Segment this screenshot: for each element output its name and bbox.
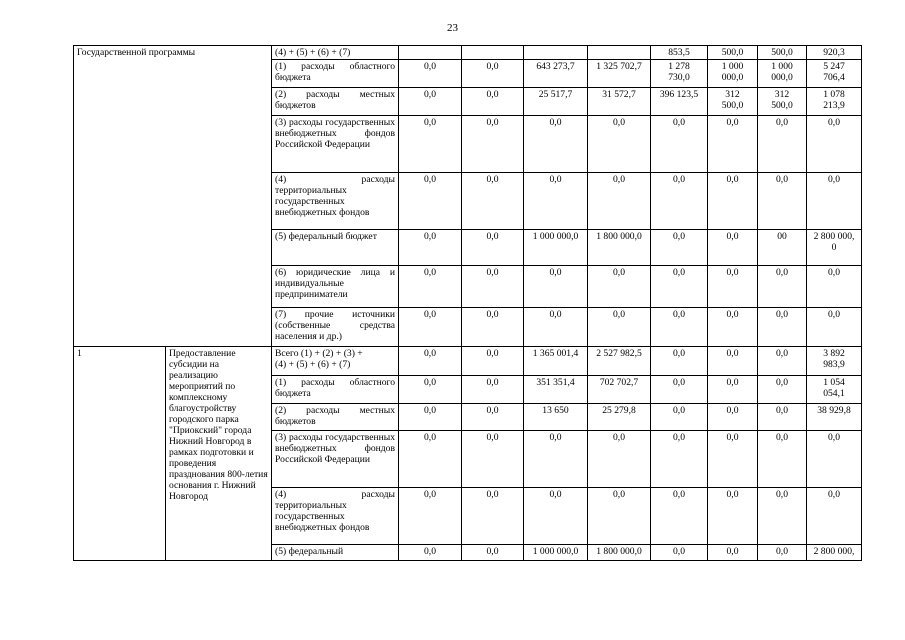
value-cell: 2 800 000,: [807, 545, 862, 561]
value-cell: 0,0: [708, 347, 758, 376]
value-cell: 0,0: [588, 173, 651, 230]
value-cell: 0,0: [708, 545, 758, 561]
value-cell: 0,0: [651, 308, 708, 347]
value-cell: 0,0: [651, 266, 708, 308]
value-cell: 0,0: [758, 404, 807, 431]
value-cell: 0,0: [807, 116, 862, 173]
value-cell: 1 365 001,4: [524, 347, 588, 376]
funding-source: (5) федеральный бюджет: [272, 230, 399, 266]
value-cell: 0,0: [399, 60, 462, 88]
value-cell: 0,0: [462, 545, 524, 561]
value-cell: 0,0: [462, 60, 524, 88]
value-cell: 0,0: [462, 116, 524, 173]
value-cell: 0,0: [651, 116, 708, 173]
value-cell: 0,0: [524, 488, 588, 545]
value-cell: 0,0: [807, 308, 862, 347]
value-cell: 853,5: [651, 46, 708, 60]
value-cell: 0,0: [399, 376, 462, 404]
value-cell: 0,0: [524, 431, 588, 488]
funding-source: (1) расходы областного бюджета: [272, 60, 399, 88]
funding-source: (2) расходы местных бюджетов: [272, 404, 399, 431]
funding-source: (1) расходы областного бюджета: [272, 376, 399, 404]
value-cell: 0,0: [758, 545, 807, 561]
item-name: Предоставление субсидии на реализацию мероприятий по комплексному благоустройству городского парка "Приокский" города Нижний Новгород в рамках подготовки и проведения празднования 800-летия основания г. Нижний Новгород: [166, 347, 272, 561]
value-cell: 0,0: [708, 488, 758, 545]
value-cell: 0,0: [758, 488, 807, 545]
funding-source: (2) расходы местных бюджетов: [272, 88, 399, 116]
value-cell: 0,0: [462, 230, 524, 266]
value-cell: 2 800 000, 0: [807, 230, 862, 266]
value-cell: 0,0: [758, 347, 807, 376]
value-cell: 0,0: [758, 308, 807, 347]
value-cell: 0,0: [758, 266, 807, 308]
value-cell: 0,0: [708, 173, 758, 230]
value-cell: 312 500,0: [758, 88, 807, 116]
program-label: Государственной программы: [74, 46, 272, 347]
value-cell: 702 702,7: [588, 376, 651, 404]
value-cell: 0,0: [399, 116, 462, 173]
value-cell: [399, 46, 462, 60]
value-cell: 0,0: [462, 488, 524, 545]
value-cell: 0,0: [462, 308, 524, 347]
value-cell: 25 517,7: [524, 88, 588, 116]
table-row: [74, 46, 862, 60]
value-cell: 1 800 000,0: [588, 545, 651, 561]
value-cell: 1 078 213,9: [807, 88, 862, 116]
value-cell: 0,0: [758, 173, 807, 230]
value-cell: 0,0: [588, 431, 651, 488]
value-cell: 1 000 000,0: [524, 545, 588, 561]
value-cell: 0,0: [399, 173, 462, 230]
value-cell: 0,0: [399, 266, 462, 308]
value-cell: 0,0: [399, 545, 462, 561]
value-cell: 0,0: [807, 173, 862, 230]
value-cell: 0,0: [758, 376, 807, 404]
value-cell: [588, 46, 651, 60]
value-cell: 351 351,4: [524, 376, 588, 404]
value-cell: 1 054 054,1: [807, 376, 862, 404]
funding-source: (6) юридические лица и индивидуальные предприниматели: [272, 266, 399, 308]
value-cell: 25 279,8: [588, 404, 651, 431]
value-cell: 38 929,8: [807, 404, 862, 431]
value-cell: 0,0: [399, 404, 462, 431]
value-cell: 0,0: [807, 431, 862, 488]
item-number: 1: [74, 347, 166, 561]
value-cell: 31 572,7: [588, 88, 651, 116]
table-row: [74, 347, 862, 376]
value-cell: 643 273,7: [524, 60, 588, 88]
value-cell: 0,0: [588, 488, 651, 545]
value-cell: 0,0: [651, 173, 708, 230]
funding-source: (4) расходы территориальных государственных внебюджетных фондов: [272, 173, 399, 230]
value-cell: 1 278 730,0: [651, 60, 708, 88]
value-cell: [462, 46, 524, 60]
value-cell: 0,0: [651, 545, 708, 561]
value-cell: 0,0: [524, 266, 588, 308]
funding-source: (5) федеральный: [272, 545, 399, 561]
value-cell: 0,0: [462, 347, 524, 376]
budget-table: [73, 45, 862, 561]
value-cell: 0,0: [588, 116, 651, 173]
value-cell: 0,0: [708, 116, 758, 173]
value-cell: 396 123,5: [651, 88, 708, 116]
value-cell: 920,3: [807, 46, 862, 60]
value-cell: 0,0: [708, 308, 758, 347]
value-cell: 0,0: [462, 431, 524, 488]
value-cell: 5 247 706,4: [807, 60, 862, 88]
value-cell: 0,0: [708, 266, 758, 308]
value-cell: 500,0: [758, 46, 807, 60]
value-cell: 0,0: [399, 230, 462, 266]
value-cell: 0,0: [651, 230, 708, 266]
value-cell: 0,0: [651, 488, 708, 545]
value-cell: 0,0: [399, 308, 462, 347]
value-cell: 0,0: [708, 404, 758, 431]
value-cell: 0,0: [708, 431, 758, 488]
value-cell: 0,0: [524, 116, 588, 173]
value-cell: 0,0: [462, 173, 524, 230]
funding-source: (7) прочие источники (собственные средства населения и др.): [272, 308, 399, 347]
value-cell: 1 000 000,0: [708, 60, 758, 88]
value-cell: 1 800 000,0: [588, 230, 651, 266]
value-cell: 13 650: [524, 404, 588, 431]
value-cell: [524, 46, 588, 60]
value-cell: 0,0: [462, 376, 524, 404]
value-cell: 3 892 983,9: [807, 347, 862, 376]
value-cell: 0,0: [651, 404, 708, 431]
value-cell: 1 000 000,0: [524, 230, 588, 266]
value-cell: 0,0: [588, 308, 651, 347]
value-cell: 1 000 000,0: [758, 60, 807, 88]
value-cell: 0,0: [708, 376, 758, 404]
page-number: 23: [447, 22, 458, 34]
value-cell: 0,0: [399, 88, 462, 116]
value-cell: 312 500,0: [708, 88, 758, 116]
value-cell: 0,0: [807, 488, 862, 545]
value-cell: 0,0: [807, 266, 862, 308]
value-cell: 0,0: [399, 431, 462, 488]
value-cell: 00: [758, 230, 807, 266]
value-cell: 0,0: [524, 308, 588, 347]
funding-source: (4) расходы территориальных государственных внебюджетных фондов: [272, 488, 399, 545]
value-cell: 0,0: [758, 431, 807, 488]
value-cell: 0,0: [462, 266, 524, 308]
funding-source: Всего (1) + (2) + (3) + (4) + (5) + (6) + (7): [272, 347, 399, 376]
funding-source: (3) расходы государственных внебюджетных фондов Российской Федерации: [272, 431, 399, 488]
value-cell: 0,0: [651, 347, 708, 376]
funding-source: (4) + (5) + (6) + (7): [272, 46, 399, 60]
value-cell: 0,0: [399, 488, 462, 545]
value-cell: 0,0: [462, 88, 524, 116]
value-cell: 0,0: [524, 173, 588, 230]
value-cell: 500,0: [708, 46, 758, 60]
value-cell: 0,0: [651, 431, 708, 488]
value-cell: 2 527 982,5: [588, 347, 651, 376]
value-cell: 0,0: [708, 230, 758, 266]
value-cell: 1 325 702,7: [588, 60, 651, 88]
value-cell: 0,0: [462, 404, 524, 431]
value-cell: 0,0: [399, 347, 462, 376]
value-cell: 0,0: [758, 116, 807, 173]
value-cell: 0,0: [651, 376, 708, 404]
funding-source: (3) расходы государственных внебюджетных фондов Российской Федерации: [272, 116, 399, 173]
value-cell: 0,0: [588, 266, 651, 308]
